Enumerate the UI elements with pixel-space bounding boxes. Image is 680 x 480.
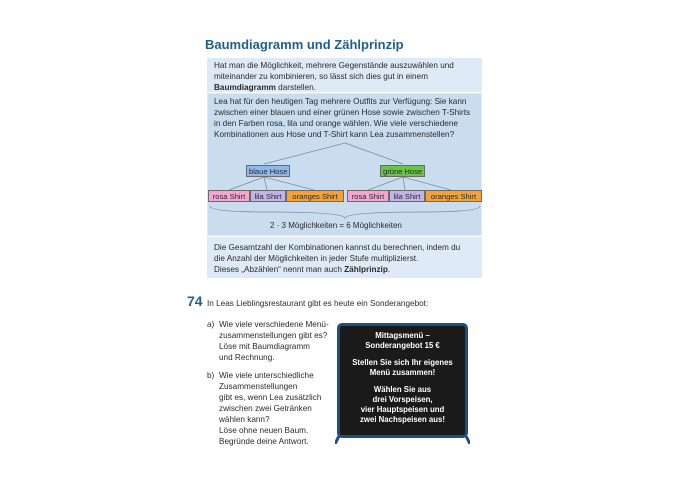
- board-line: Stellen Sie sich Ihr eigenes: [352, 358, 453, 367]
- tree-lines: [208, 140, 483, 225]
- node-rosa-shirt: rosa Shirt: [208, 190, 250, 202]
- question-line: Kombinationen aus Hose und T-Shirt kann Lea zusammenstellen?: [214, 130, 455, 139]
- subtask-line: zwischen zwei Getränken: [219, 404, 312, 413]
- subtask-line: Begründe deine Antwort.: [219, 437, 309, 446]
- node-gruene-hose: grüne Hose: [380, 165, 425, 177]
- node-lila-shirt: lila Shirt: [250, 190, 286, 202]
- subtask-line: wählen kann?: [219, 415, 270, 424]
- divider: [207, 92, 482, 93]
- outro-text: [214, 242, 476, 275]
- board-legs: [335, 436, 470, 444]
- subtask-line: und Rechnung.: [219, 353, 275, 362]
- task-text: In Leas Lieblingsrestaurant gibt es heute ein Sonderangebot:: [207, 299, 429, 308]
- intro-tail: darstellen.: [275, 83, 316, 92]
- question-line: zwischen einer blauen und einer grünen Hose sowie zwischen T-Shirts: [214, 108, 471, 117]
- board-block-offer: [340, 331, 465, 351]
- subtask-line: Wie viele unterschiedliche: [219, 371, 314, 380]
- board-block-choices: [340, 385, 465, 425]
- board-line: drei Vorspeisen,: [372, 395, 433, 404]
- subtask-b: [207, 370, 321, 447]
- intro-line: miteinander zu kombinieren, so lässt sich dies gut in einem: [214, 72, 428, 81]
- subtask-label: a): [207, 320, 215, 329]
- example-question: [214, 96, 476, 140]
- intro-line: Hat man die Möglichkeit, mehrere Gegenstände auszuwählen und: [214, 61, 454, 70]
- node-rosa-shirt: rosa Shirt: [347, 190, 389, 202]
- subtask-label: b): [207, 371, 215, 380]
- subtask-line: Wie viele verschiedene Menü-: [219, 320, 329, 329]
- outro-line: Die Gesamtzahl der Kombinationen kannst du berechnen, indem du: [214, 243, 461, 252]
- question-line: Lea hat für den heutigen Tag mehrere Outfits zur Verfügung: Sie kann: [214, 97, 467, 106]
- node-oranges-shirt: oranges Shirt: [286, 190, 344, 202]
- question-line: in den Farben rosa, lila und orange wählen. Wie viele verschiedene: [214, 119, 458, 128]
- subtask-line: Löse mit Baumdiagramm: [219, 342, 311, 351]
- node-blaue-hose: blaue Hose: [246, 165, 290, 177]
- board-line: Mittagsmenü –: [375, 331, 430, 340]
- board-line: Sonderangebot 15 €: [365, 341, 440, 350]
- board-line: Menü zusammen!: [369, 368, 436, 377]
- subtask-line: Zusammenstellungen: [219, 382, 298, 391]
- node-oranges-shirt: oranges Shirt: [425, 190, 482, 202]
- board-block-compose: [340, 358, 465, 378]
- subtask-line: gibt es, wenn Lea zusätzlich: [219, 393, 322, 402]
- formula: 2 · 3 Möglichkeiten = 6 Möglichkeiten: [270, 221, 402, 230]
- outro-text-pre: Dieses „Abzählen“ nennt man auch: [214, 265, 345, 274]
- outro-text-post: .: [387, 265, 391, 274]
- task-number: 74: [187, 293, 203, 309]
- board-line: vier Hauptspeisen und: [360, 405, 445, 414]
- menu-board: [337, 323, 468, 438]
- node-lila-shirt: lila Shirt: [389, 190, 425, 202]
- term-zaehlprinzip: Zählprinzip: [344, 265, 388, 274]
- outro-line: [214, 264, 476, 275]
- divider: [207, 236, 482, 237]
- intro-text: [214, 60, 476, 93]
- subtask-line: zusammenstellungen gibt es?: [219, 331, 328, 340]
- subtask-a: [207, 319, 329, 363]
- board-line: zwei Nachspeisen aus!: [360, 415, 445, 424]
- board-line: Wählen Sie aus: [373, 385, 432, 394]
- term-baumdiagramm: Baumdiagramm: [214, 83, 276, 92]
- subtask-line: Löse ohne neuen Baum.: [219, 426, 309, 435]
- section-title: Baumdiagramm und Zählprinzip: [205, 37, 404, 52]
- outro-line: die Anzahl der Möglichkeiten in jeder Stufe multiplizierst.: [214, 254, 419, 263]
